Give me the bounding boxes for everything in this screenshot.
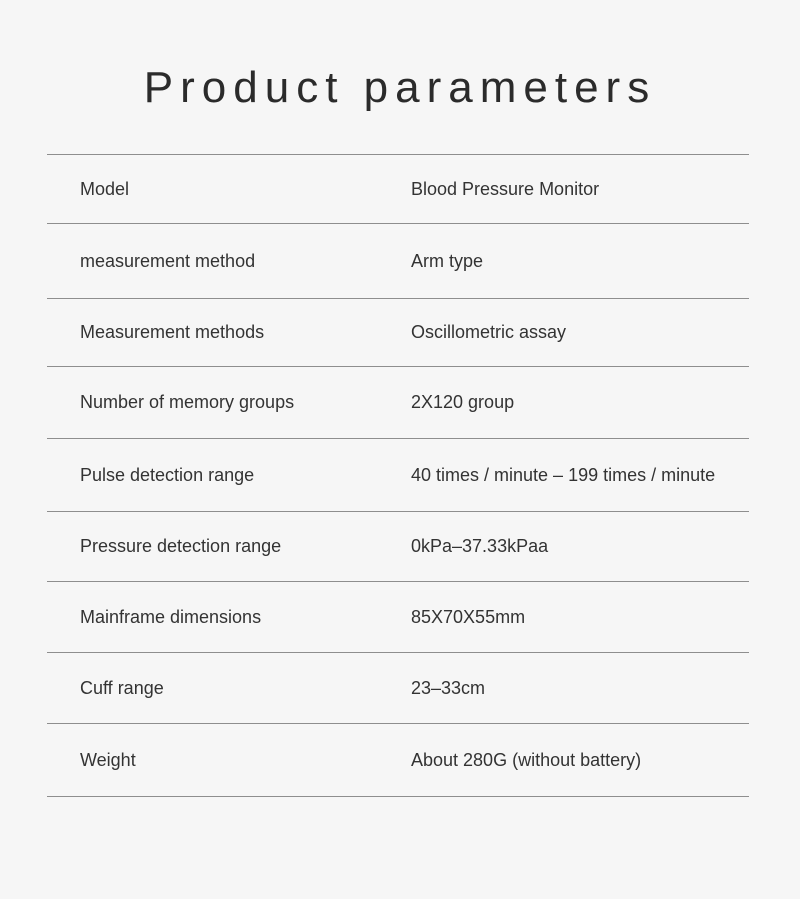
- table-row: [47, 155, 749, 224]
- parameter-label: Number of memory groups: [80, 392, 295, 412]
- parameter-label: Weight: [80, 749, 136, 770]
- parameter-label: Model: [80, 178, 130, 199]
- table-row: [47, 367, 749, 439]
- table-row: [47, 439, 749, 512]
- parameters-table: [47, 154, 749, 797]
- table-row: [47, 582, 749, 653]
- parameter-label: Pulse detection range: [80, 464, 255, 485]
- table-row: [47, 653, 749, 724]
- parameter-label: Pressure detection range: [80, 536, 282, 556]
- parameter-value: 40 times / minute – 199 times / minute: [411, 464, 716, 485]
- table-row: [47, 224, 749, 299]
- parameter-value: Blood Pressure Monitor: [411, 178, 600, 199]
- table-row: [47, 299, 749, 367]
- parameter-value: Oscillometric assay: [411, 322, 567, 342]
- parameter-value: Arm type: [411, 250, 484, 271]
- page-title: Product parameters: [143, 63, 657, 112]
- parameter-label: Cuff range: [80, 677, 164, 698]
- parameter-label: measurement method: [80, 250, 256, 271]
- parameter-value: 23–33cm: [411, 677, 486, 698]
- parameter-value: 2X120 group: [411, 392, 515, 412]
- parameter-label: Mainframe dimensions: [80, 606, 262, 627]
- table-row: [47, 512, 749, 582]
- parameter-value: About 280G (without battery): [411, 749, 642, 770]
- parameter-label: Measurement methods: [80, 322, 265, 342]
- parameter-value: 0kPa–37.33kPaa: [411, 536, 549, 556]
- table-row: [47, 724, 749, 797]
- parameter-value: 85X70X55mm: [411, 606, 526, 627]
